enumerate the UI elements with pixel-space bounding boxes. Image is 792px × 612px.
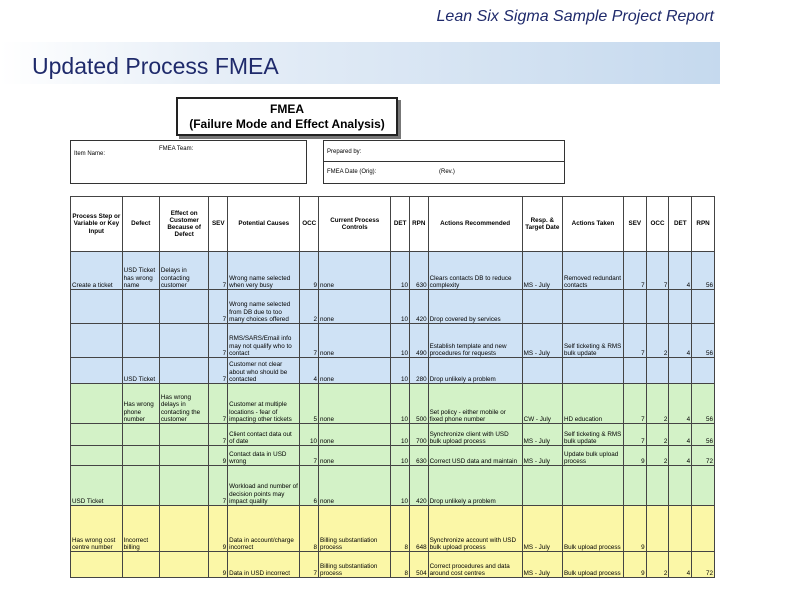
cell-sev: 7 bbox=[209, 324, 228, 358]
table-row bbox=[71, 506, 715, 552]
cell-det2 bbox=[669, 290, 692, 324]
cell-effect bbox=[159, 358, 209, 384]
cell-controls: none bbox=[319, 358, 391, 384]
cell-effect: Delays in contacting customer bbox=[159, 252, 209, 290]
cell-rpn: 504 bbox=[409, 552, 428, 578]
cell-action: Establish template and new procedures for requests bbox=[428, 324, 522, 358]
cell-rpn2 bbox=[692, 290, 715, 324]
cell-effect bbox=[159, 290, 209, 324]
item-name-label: Item Name: bbox=[74, 151, 106, 157]
cell-occ2 bbox=[646, 466, 669, 506]
fmea-table bbox=[70, 196, 715, 578]
column-header: SEV bbox=[623, 197, 646, 252]
cell-sev2 bbox=[623, 466, 646, 506]
cell-defect bbox=[122, 552, 159, 578]
cell-controls: none bbox=[319, 252, 391, 290]
column-header: DET bbox=[391, 197, 410, 252]
column-header: SEV bbox=[209, 197, 228, 252]
cell-effect bbox=[159, 466, 209, 506]
cell-det2: 4 bbox=[669, 324, 692, 358]
cell-rpn2: 72 bbox=[692, 446, 715, 466]
cell-rpn2: 56 bbox=[692, 324, 715, 358]
column-header: Potential Causes bbox=[228, 197, 300, 252]
cell-det2 bbox=[669, 466, 692, 506]
cell-effect bbox=[159, 324, 209, 358]
cell-action: Synchronize account with USD bulk upload process bbox=[428, 506, 522, 552]
table-row bbox=[71, 424, 715, 446]
cell-controls: none bbox=[319, 466, 391, 506]
cell-det2: 4 bbox=[669, 552, 692, 578]
cell-rpn2: 56 bbox=[692, 252, 715, 290]
cell-defect: Has wrong phone number bbox=[122, 384, 159, 424]
cell-occ: 2 bbox=[300, 290, 319, 324]
cell-rpn2: 72 bbox=[692, 552, 715, 578]
cell-taken: Self ticketing & RMS bulk update bbox=[562, 324, 623, 358]
cell-step bbox=[71, 384, 123, 424]
cell-occ: 10 bbox=[300, 424, 319, 446]
cell-step bbox=[71, 324, 123, 358]
cell-sev2: 9 bbox=[623, 552, 646, 578]
cell-taken: Removed redundant contacts bbox=[562, 252, 623, 290]
cell-sev: 9 bbox=[209, 552, 228, 578]
cell-det: 10 bbox=[391, 424, 410, 446]
cell-resp: CW - July bbox=[522, 384, 562, 424]
cell-action: Correct USD data and maintain bbox=[428, 446, 522, 466]
prepared-info-box bbox=[323, 140, 565, 184]
cell-occ2: 2 bbox=[646, 424, 669, 446]
cell-sev: 7 bbox=[209, 290, 228, 324]
cell-cause: Customer at multiple locations - fear of impacting other tickets bbox=[228, 384, 300, 424]
cell-controls: none bbox=[319, 384, 391, 424]
cell-det: 10 bbox=[391, 466, 410, 506]
table-row bbox=[71, 290, 715, 324]
cell-cause: Customer not clear about who should be contacted bbox=[228, 358, 300, 384]
cell-resp: MS - July bbox=[522, 552, 562, 578]
cell-step bbox=[71, 424, 123, 446]
column-header: RPN bbox=[409, 197, 428, 252]
cell-occ: 9 bbox=[300, 252, 319, 290]
cell-action: Correct procedures and data around cost centres bbox=[428, 552, 522, 578]
cell-occ2: 2 bbox=[646, 446, 669, 466]
cell-defect bbox=[122, 466, 159, 506]
table-row bbox=[71, 446, 715, 466]
cell-resp: MS - July bbox=[522, 252, 562, 290]
cell-defect bbox=[122, 290, 159, 324]
cell-rpn: 420 bbox=[409, 290, 428, 324]
cell-resp: MS - July bbox=[522, 324, 562, 358]
cell-step: Create a ticket bbox=[71, 252, 123, 290]
item-info-box bbox=[70, 140, 307, 184]
column-header: OCC bbox=[646, 197, 669, 252]
cell-occ2: 2 bbox=[646, 552, 669, 578]
cell-rpn2 bbox=[692, 358, 715, 384]
cell-taken: Update bulk upload process bbox=[562, 446, 623, 466]
fmea-header-row bbox=[71, 197, 715, 252]
cell-effect bbox=[159, 552, 209, 578]
fmea-subtitle: (Failure Mode and Effect Analysis) bbox=[189, 117, 385, 131]
cell-det: 10 bbox=[391, 324, 410, 358]
cell-det: 10 bbox=[391, 446, 410, 466]
cell-det: 10 bbox=[391, 252, 410, 290]
cell-sev: 7 bbox=[209, 252, 228, 290]
cell-defect: USD Ticket bbox=[122, 358, 159, 384]
rev-label: (Rev.) bbox=[439, 169, 455, 175]
cell-det: 10 bbox=[391, 290, 410, 324]
cell-sev2: 7 bbox=[623, 424, 646, 446]
column-header: Resp. & Target Date bbox=[522, 197, 562, 252]
cell-controls: Billing substantiation process bbox=[319, 552, 391, 578]
cell-occ2 bbox=[646, 290, 669, 324]
cell-controls: none bbox=[319, 324, 391, 358]
cell-sev2: 7 bbox=[623, 252, 646, 290]
cell-occ2 bbox=[646, 506, 669, 552]
column-header: Process Step or Variable or Key Input bbox=[71, 197, 123, 252]
cell-taken: Self ticketing & RMS bulk update bbox=[562, 424, 623, 446]
cell-cause: Wrong name selected from DB due to too many choices offered bbox=[228, 290, 300, 324]
cell-sev: 7 bbox=[209, 466, 228, 506]
cell-effect: Has wrong delays in contacting the customer bbox=[159, 384, 209, 424]
cell-rpn: 280 bbox=[409, 358, 428, 384]
column-header: DET bbox=[669, 197, 692, 252]
cell-action: Clears contacts DB to reduce complexity bbox=[428, 252, 522, 290]
fmea-team-label: FMEA Team: bbox=[159, 146, 194, 152]
cell-rpn2: 56 bbox=[692, 424, 715, 446]
report-header-title: Lean Six Sigma Sample Project Report bbox=[436, 8, 714, 25]
fmea-title-box bbox=[176, 97, 398, 136]
column-header: Effect on Customer Because of Defect bbox=[159, 197, 209, 252]
cell-cause: RMS/SARS/Email info may not qualify who to contact bbox=[228, 324, 300, 358]
cell-rpn2 bbox=[692, 466, 715, 506]
cell-effect bbox=[159, 506, 209, 552]
cell-cause: Wrong name selected when very busy bbox=[228, 252, 300, 290]
cell-effect bbox=[159, 424, 209, 446]
column-header: OCC bbox=[300, 197, 319, 252]
column-header: Current Process Controls bbox=[319, 197, 391, 252]
cell-resp bbox=[522, 466, 562, 506]
column-header: Actions Recommended bbox=[428, 197, 522, 252]
cell-sev2: 9 bbox=[623, 446, 646, 466]
cell-effect bbox=[159, 446, 209, 466]
cell-action: Drop covered by services bbox=[428, 290, 522, 324]
cell-action: Drop unlikely a problem bbox=[428, 358, 522, 384]
cell-rpn2: 56 bbox=[692, 384, 715, 424]
cell-cause: Data in account/charge incorrect bbox=[228, 506, 300, 552]
cell-occ: 7 bbox=[300, 552, 319, 578]
cell-occ: 8 bbox=[300, 506, 319, 552]
cell-sev2: 7 bbox=[623, 384, 646, 424]
cell-occ2 bbox=[646, 358, 669, 384]
cell-cause: Client contact data out of date bbox=[228, 424, 300, 446]
cell-resp: MS - July bbox=[522, 446, 562, 466]
table-row bbox=[71, 466, 715, 506]
cell-defect bbox=[122, 446, 159, 466]
column-header: RPN bbox=[692, 197, 715, 252]
slide-title: Updated Process FMEA bbox=[32, 53, 279, 79]
cell-cause: Contact data in USD wrong bbox=[228, 446, 300, 466]
cell-sev: 7 bbox=[209, 424, 228, 446]
cell-defect: Incorrect billing bbox=[122, 506, 159, 552]
cell-det2: 4 bbox=[669, 446, 692, 466]
cell-defect: USD Ticket has wrong name bbox=[122, 252, 159, 290]
cell-occ: 4 bbox=[300, 358, 319, 384]
cell-controls: none bbox=[319, 424, 391, 446]
cell-occ: 5 bbox=[300, 384, 319, 424]
table-row bbox=[71, 384, 715, 424]
cell-resp: MS - July bbox=[522, 506, 562, 552]
cell-step: USD Ticket bbox=[71, 466, 123, 506]
cell-cause: Data in USD incorrect bbox=[228, 552, 300, 578]
cell-taken bbox=[562, 358, 623, 384]
cell-det: 8 bbox=[391, 552, 410, 578]
cell-step bbox=[71, 290, 123, 324]
table-row bbox=[71, 252, 715, 290]
cell-cause: Workload and number of decision points may impact quality bbox=[228, 466, 300, 506]
cell-action: Drop unlikely a problem bbox=[428, 466, 522, 506]
cell-sev: 7 bbox=[209, 358, 228, 384]
cell-det2: 4 bbox=[669, 424, 692, 446]
cell-occ: 7 bbox=[300, 446, 319, 466]
cell-det: 10 bbox=[391, 384, 410, 424]
column-header: Actions Taken bbox=[562, 197, 623, 252]
table-row bbox=[71, 358, 715, 384]
cell-taken: HD education bbox=[562, 384, 623, 424]
cell-defect bbox=[122, 424, 159, 446]
cell-resp bbox=[522, 358, 562, 384]
cell-taken bbox=[562, 290, 623, 324]
cell-det: 10 bbox=[391, 358, 410, 384]
cell-sev: 7 bbox=[209, 384, 228, 424]
cell-step: Has wrong cost centre number bbox=[71, 506, 123, 552]
prepared-by-label: Prepared by: bbox=[327, 149, 362, 155]
cell-det: 8 bbox=[391, 506, 410, 552]
cell-rpn: 700 bbox=[409, 424, 428, 446]
cell-rpn: 500 bbox=[409, 384, 428, 424]
cell-det2 bbox=[669, 506, 692, 552]
fmea-date-label: FMEA Date (Orig): bbox=[327, 169, 377, 175]
cell-rpn: 490 bbox=[409, 324, 428, 358]
cell-rpn: 630 bbox=[409, 446, 428, 466]
cell-action: Synchronize client with USD bulk upload process bbox=[428, 424, 522, 446]
table-row bbox=[71, 324, 715, 358]
cell-occ: 6 bbox=[300, 466, 319, 506]
cell-sev: 9 bbox=[209, 506, 228, 552]
cell-rpn: 630 bbox=[409, 252, 428, 290]
cell-sev: 9 bbox=[209, 446, 228, 466]
cell-rpn2 bbox=[692, 506, 715, 552]
cell-sev2 bbox=[623, 358, 646, 384]
cell-det2: 4 bbox=[669, 252, 692, 290]
fmea-title: FMEA bbox=[270, 102, 304, 116]
cell-occ: 7 bbox=[300, 324, 319, 358]
cell-det2: 4 bbox=[669, 384, 692, 424]
cell-resp bbox=[522, 290, 562, 324]
table-row bbox=[71, 552, 715, 578]
cell-step bbox=[71, 446, 123, 466]
cell-taken: Bulk upload process bbox=[562, 552, 623, 578]
cell-taken bbox=[562, 466, 623, 506]
column-header: Defect bbox=[122, 197, 159, 252]
cell-sev2: 9 bbox=[623, 506, 646, 552]
cell-occ2: 2 bbox=[646, 384, 669, 424]
cell-rpn: 420 bbox=[409, 466, 428, 506]
cell-action: Set policy - either mobile or fixed phone number bbox=[428, 384, 522, 424]
cell-occ2: 7 bbox=[646, 252, 669, 290]
cell-controls: Billing substantiation process bbox=[319, 506, 391, 552]
cell-taken: Bulk upload process bbox=[562, 506, 623, 552]
cell-sev2: 7 bbox=[623, 324, 646, 358]
cell-rpn: 648 bbox=[409, 506, 428, 552]
cell-controls: none bbox=[319, 290, 391, 324]
cell-step bbox=[71, 552, 123, 578]
cell-occ2: 2 bbox=[646, 324, 669, 358]
cell-resp: MS - July bbox=[522, 424, 562, 446]
cell-det2 bbox=[669, 358, 692, 384]
cell-controls: none bbox=[319, 446, 391, 466]
cell-step bbox=[71, 358, 123, 384]
cell-sev2 bbox=[623, 290, 646, 324]
cell-defect bbox=[122, 324, 159, 358]
